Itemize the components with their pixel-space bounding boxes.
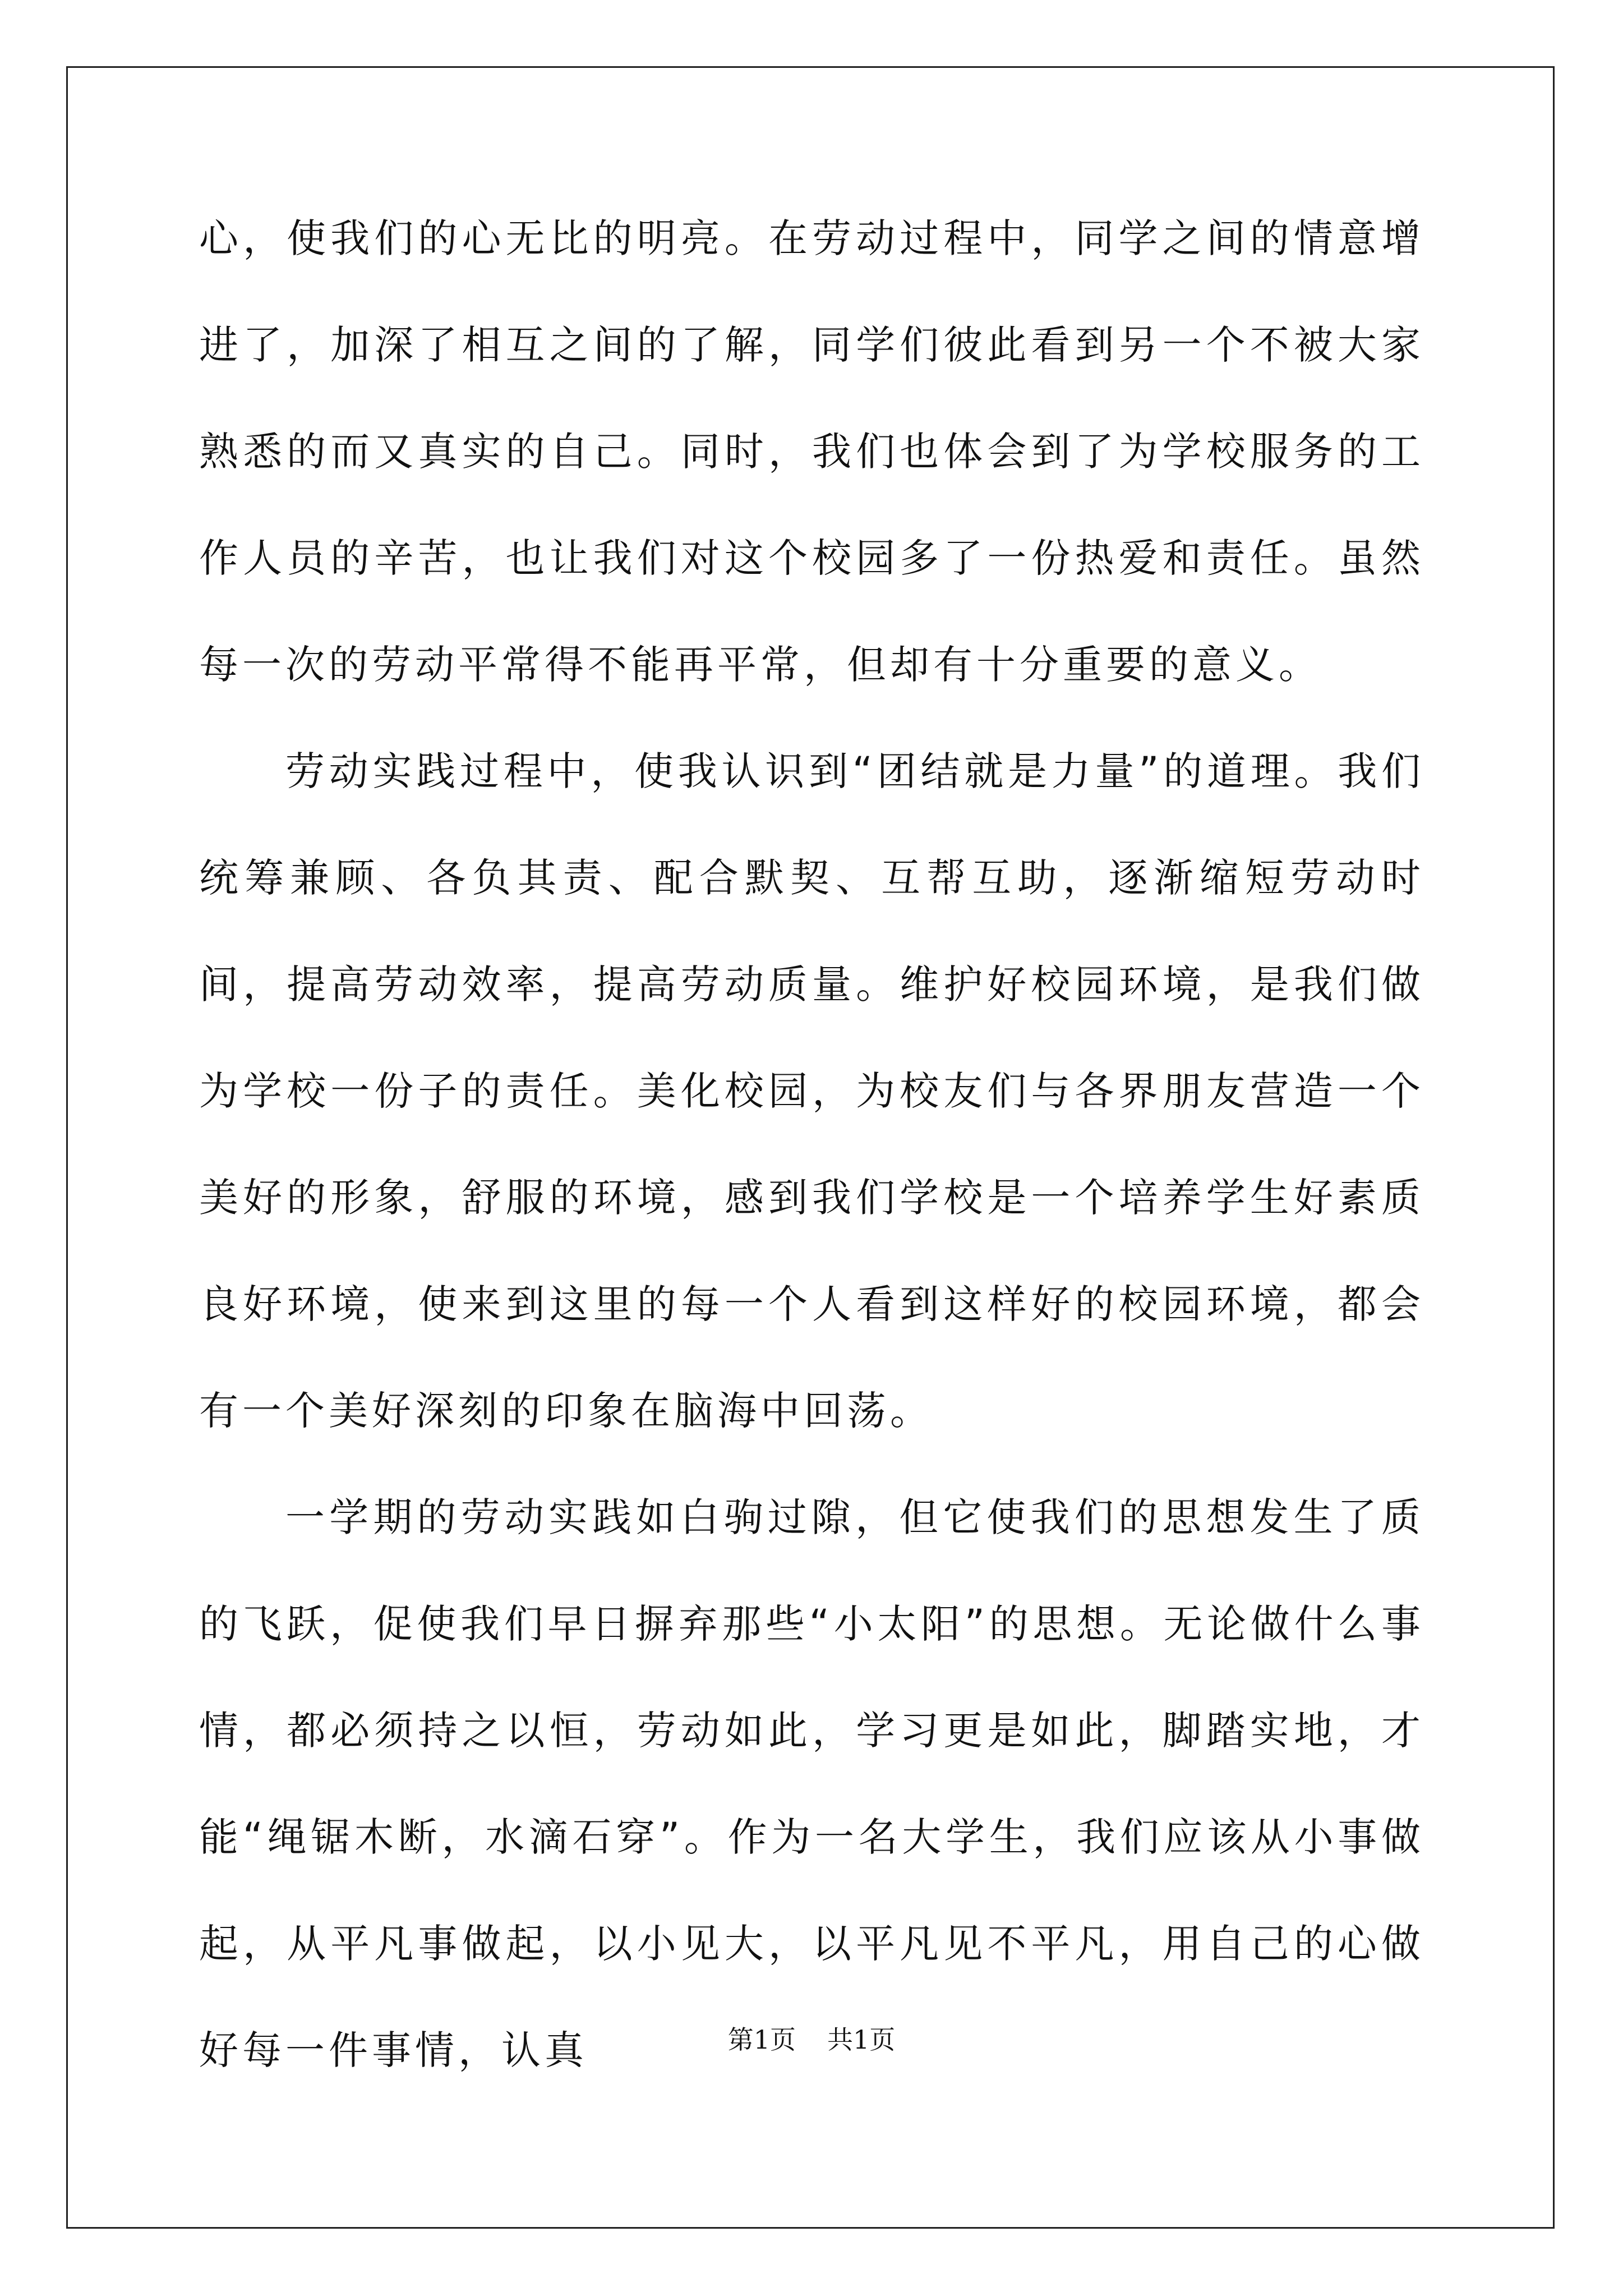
page-count: 共1页	[827, 2024, 896, 2055]
page-footer	[0, 2023, 1623, 2056]
page-number: 第1页	[727, 2024, 796, 2055]
document-body	[199, 185, 1424, 2104]
paragraph-continuation: 心，使我们的心无比的明亮。在劳动过程中，同学之间的情意增进了，加深了相互之间的了解，同学们彼此看到另一个不被大家熟悉的而又真实的自己。同时，我们也体会到了为学校服务的工作人员的辛苦，也让我们对这个校园多了一份热爱和责任。虽然每一次的劳动平常得不能再平常，但却有十分重要的意义。	[199, 215, 1424, 688]
paragraph-teamwork: 劳动实践过程中，使我认识到“团结就是力量”的道理。我们统筹兼顾、各负其责、配合默契、互帮互助，逐渐缩短劳动时间，提高劳动效率，提高劳动质量。维护好校园环境，是我们做为学校一份子的责任。美化校园，为校友们与各界朋友营造一个美好的形象，舒服的环境，感到我们学校是一个培养学生好素质良好环境，使来到这里的每一个人看到这样好的校园环境，都会有一个美好深刻的印象在脑海中回荡。	[199, 748, 1424, 1434]
paragraph-semester: 一学期的劳动实践如白驹过隙，但它使我们的思想发生了质的飞跃，促使我们早日摒弃那些“小太阳”的思想。无论做什么事情，都必须持之以恒，劳动如此，学习更是如此，脚踏实地，才能“绳锯木断，水滴石穿”。作为一名大学生，我们应该从小事做起，从平凡事做起，以小见大，以平凡见不平凡，用自己的心做好每一件事情，认真	[199, 1494, 1424, 2073]
